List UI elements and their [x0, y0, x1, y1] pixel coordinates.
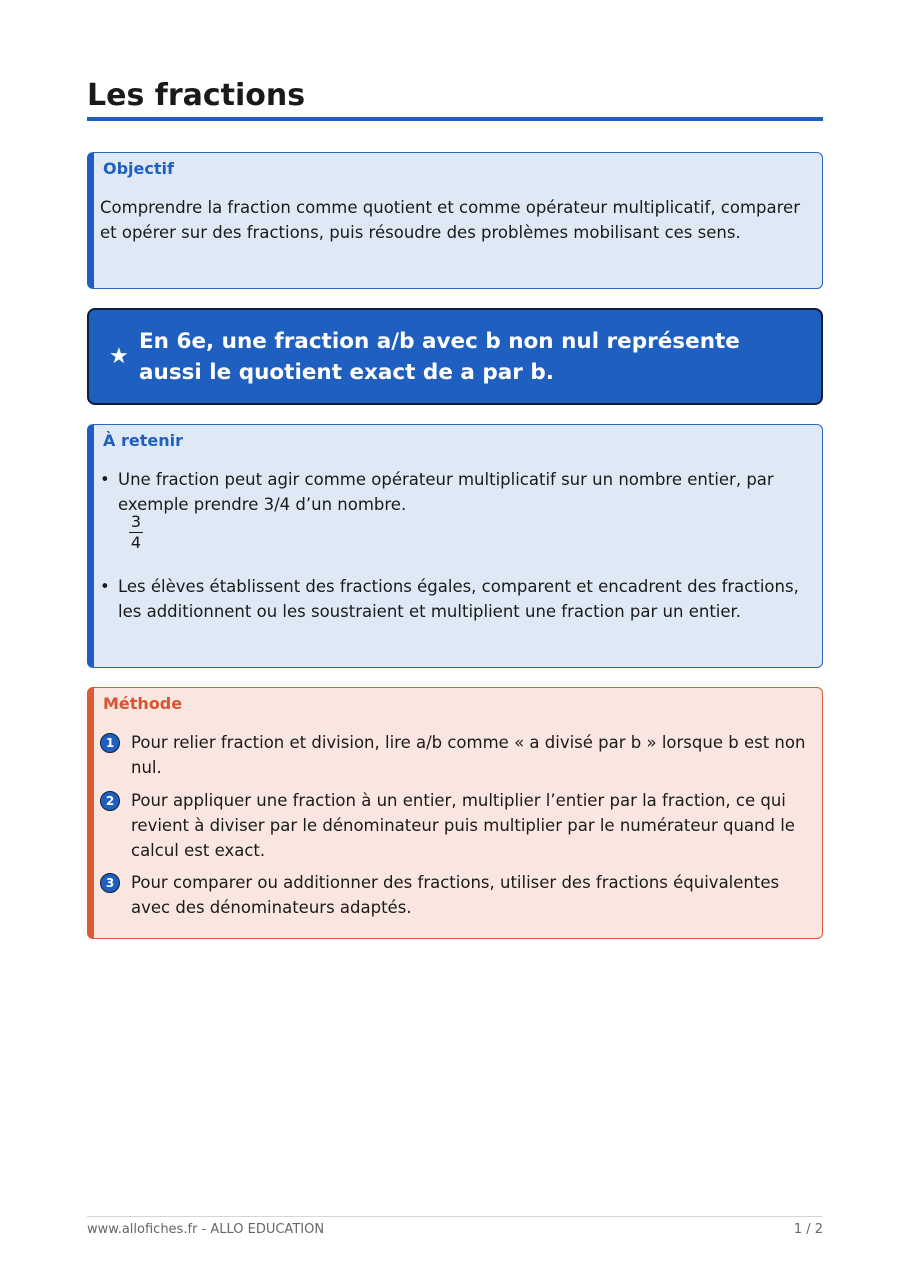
- retenir-item: [100, 574, 814, 624]
- retenir-box: [87, 424, 823, 668]
- retenir-item-text: Les élèves établissent des fractions égales, comparent et encadrent des fractions, les additionnent ou les soustraient et multiplient une fraction par un entier.: [118, 577, 799, 621]
- methode-box: [87, 687, 823, 939]
- objective-box: [87, 152, 823, 289]
- fraction-numerator: 3: [130, 512, 142, 531]
- step-number-badge: 1: [100, 733, 120, 753]
- methode-heading: Méthode: [103, 694, 183, 713]
- footer-source: www.allofiches.fr - ALLO EDUCATION: [87, 1222, 325, 1237]
- methode-step: [100, 788, 814, 863]
- bullet-icon: •: [100, 577, 110, 596]
- page-number: 1 / 2: [793, 1222, 823, 1237]
- objective-text: Comprendre la fraction comme quotient et comme opérateur multiplicatif, comparer et opérer sur des fractions, puis résoudre des problèmes mobilisant ces sens.: [100, 198, 800, 242]
- bullet-icon: •: [100, 470, 110, 489]
- methode-step-text: Pour comparer ou additionner des fractions, utiliser des fractions équivalentes avec des dénominateurs adaptés.: [131, 873, 780, 917]
- objective-heading: Objectif: [103, 159, 174, 178]
- key-point-box: [87, 308, 823, 405]
- page-title: Les fractions: [87, 78, 306, 113]
- key-point-text: En 6e, une fraction a/b avec b non nul représente aussi le quotient exact de a par b.: [139, 329, 740, 385]
- methode-step-text: Pour relier fraction et division, lire a/b comme « a divisé par b » lorsque b est non nul.: [131, 733, 806, 777]
- retenir-item-text: Une fraction peut agir comme opérateur multiplicatif sur un nombre entier, par exemple prendre 3/4 d’un nombre.: [118, 470, 774, 514]
- step-number-badge: 3: [100, 873, 120, 893]
- methode-step-text: Pour appliquer une fraction à un entier, multiplier l’entier par la fraction, ce qui revient à diviser par le dénominateur puis multiplier par le numérateur quand le calcul est exact.: [131, 791, 795, 860]
- fraction-denominator: 4: [130, 533, 142, 552]
- retenir-item: [100, 467, 814, 517]
- footer-divider: [87, 1216, 823, 1217]
- fraction-display: [128, 512, 144, 553]
- retenir-heading: À retenir: [103, 431, 183, 450]
- star-icon: ★: [109, 344, 129, 369]
- methode-step: [100, 730, 814, 780]
- step-number-badge: 2: [100, 791, 120, 811]
- methode-step: [100, 870, 814, 920]
- title-underline: [87, 117, 823, 121]
